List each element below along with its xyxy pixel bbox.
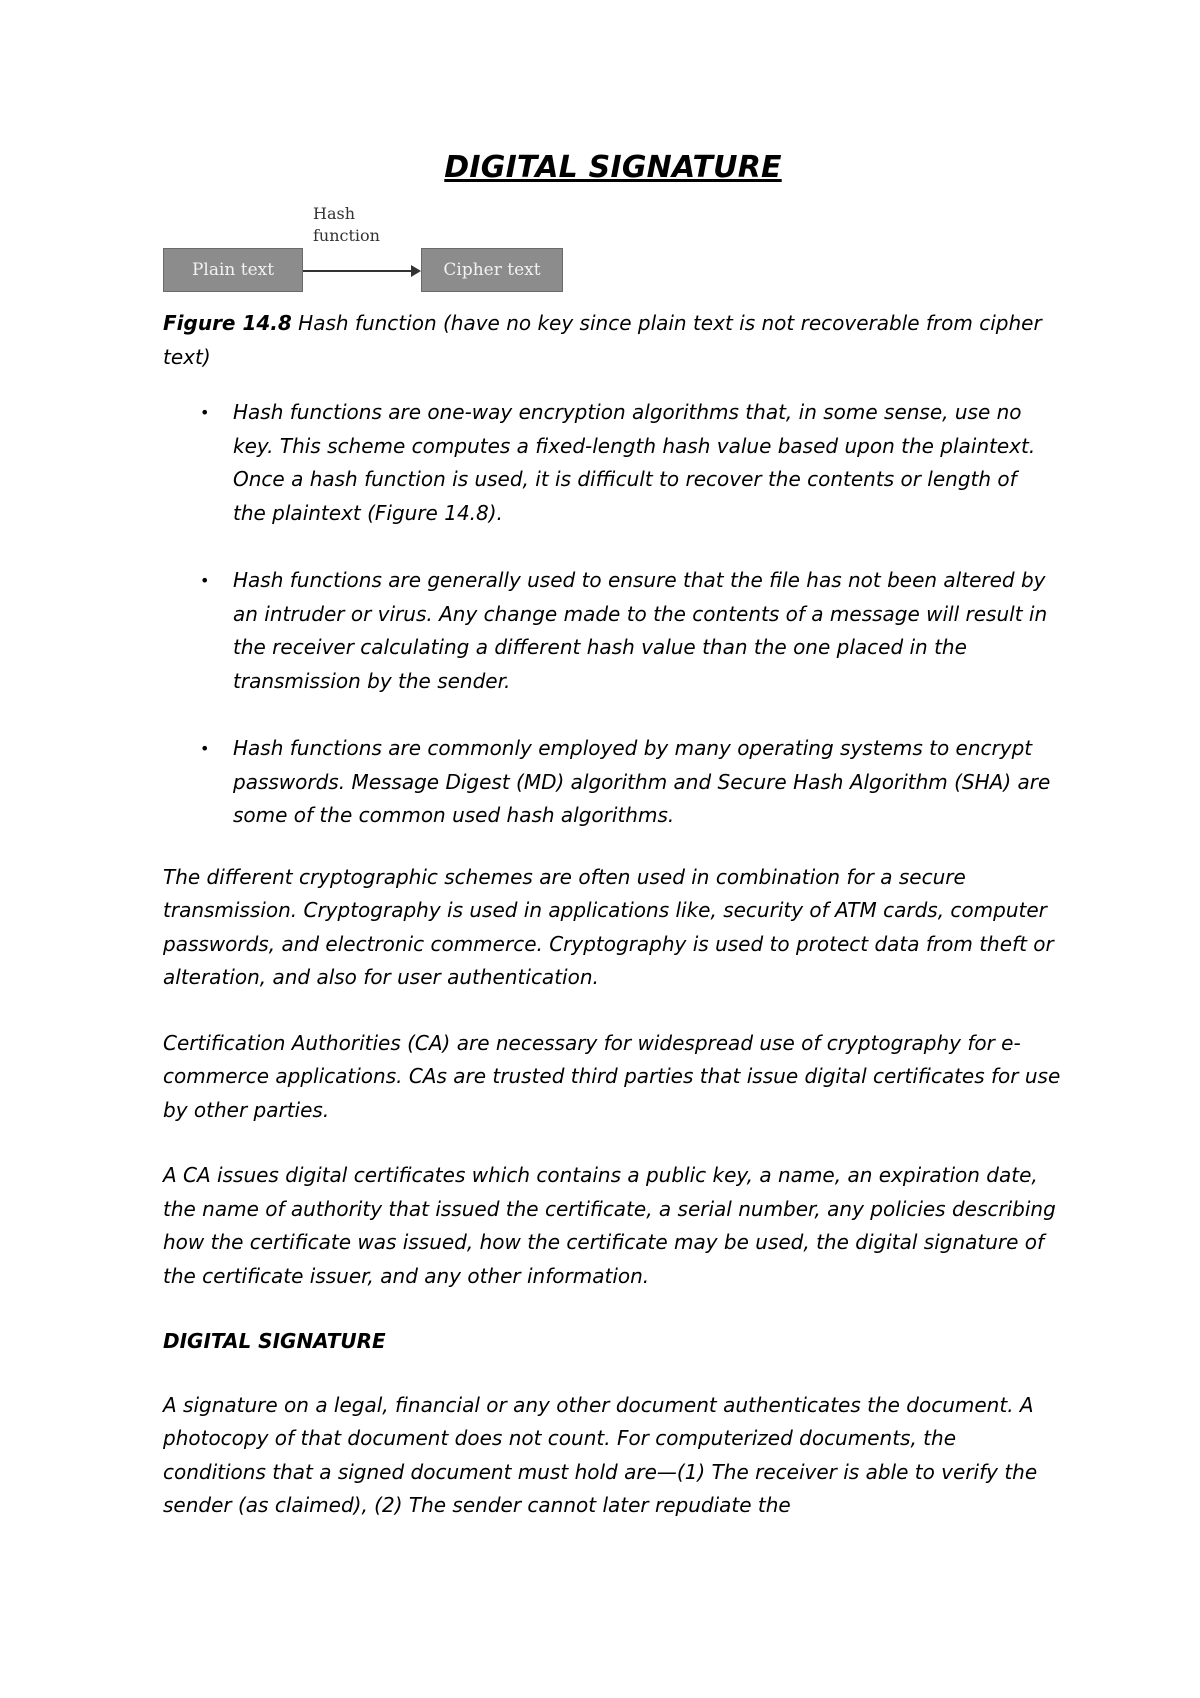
hash-function-label: Hash function — [313, 204, 380, 245]
bullet-icon: • — [200, 739, 210, 758]
hash-function-figure — [163, 203, 583, 293]
list-item — [200, 396, 1063, 530]
paragraph: A signature on a legal, financial or any other document authenticates the document. A photocopy of that document does not count. For computerized documents, the conditions that a signed document must hold are—(1) The receiver is able to verify the sender (as claimed), (2) The sender cannot later repudiate the — [163, 1392, 1038, 1517]
figure-caption-text: Hash function (have no key since plain text is not recoverable from cipher text) — [163, 311, 1042, 369]
arrow-icon — [303, 259, 421, 283]
section-heading: DIGITAL SIGNATURE — [163, 1329, 386, 1353]
page-title: DIGITAL SIGNATURE — [444, 150, 782, 185]
bullet-text: Hash functions are commonly employed by many operating systems to encrypt passwords. Message Digest (MD) algorithm and Secure Hash Algorithm (SHA) are some of the common used hash algorithms. — [233, 736, 1051, 827]
list-item — [200, 732, 1063, 833]
plain-text-box: Plain text — [163, 248, 303, 292]
bullet-text: Hash functions are generally used to ensure that the file has not been altered by an intruder or virus. Any change made to the contents of a message will result in the receiver calculating a different hash value than the one placed in the transmission by the sender. — [233, 568, 1048, 693]
figure-label: Figure 14.8 — [163, 311, 292, 335]
bullet-list — [163, 396, 1063, 833]
paragraph: A CA issues digital certificates which contains a public key, a name, an expiration date, the name of authority that issued the certificate, a serial number, any policies describing how the certificate was issued, how the certificate may be used, the digital signature of the certificate issuer, and any other information. — [163, 1163, 1056, 1288]
paragraph: Certification Authorities (CA) are necessary for widespread use of cryptography for e-commerce applications. CAs are trusted third parties that issue digital certificates for use by other parties. — [163, 1030, 1061, 1122]
document-content — [163, 150, 1063, 1555]
bullet-text: Hash functions are one-way encryption algorithms that, in some sense, use no key. This scheme computes a fixed-length hash value based upon the plaintext. Once a hash function is used, it is difficult to recover the contents or length of the plaintext (Figure 14.8). — [233, 400, 1036, 525]
paragraph: The different cryptographic schemes are often used in combination for a secure transmission. Cryptography is used in applications like, security of ATM cards, computer passwords, and electronic commerce. Cryptography is used to protect data from theft or alteration, and also for user authentication. — [163, 864, 1054, 989]
bullet-icon: • — [200, 571, 210, 590]
list-item — [200, 564, 1063, 698]
figure-caption — [163, 307, 1063, 374]
bullet-icon: • — [200, 403, 210, 422]
cipher-text-box: Cipher text — [421, 248, 563, 292]
